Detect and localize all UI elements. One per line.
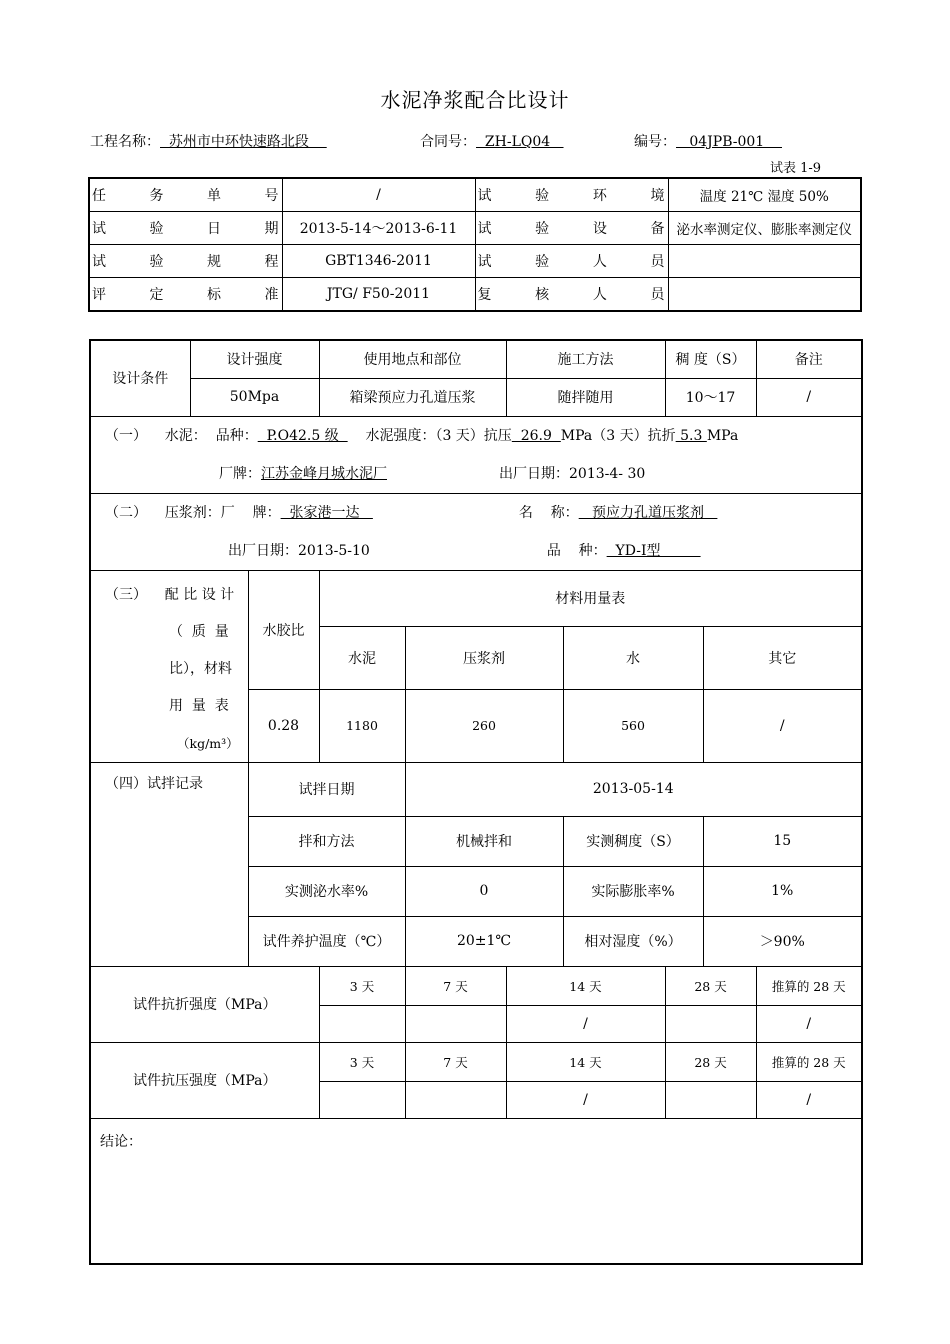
info-label-right-char: 复 <box>477 287 492 303</box>
info-label-right-char: 试 <box>477 188 492 204</box>
trial-date-label: 试拌日期 <box>248 762 405 816</box>
info-label-right-char: 员 <box>650 254 665 270</box>
project-name <box>90 131 327 151</box>
info-value-left: JTG/ F50-2011 <box>282 278 475 312</box>
material-header-water: 水 <box>563 626 703 689</box>
info-label-left-char: 验 <box>149 254 164 270</box>
comp-value-7d <box>405 1081 506 1118</box>
construction-method-header: 施工方法 <box>506 340 665 378</box>
comp-value-14d: / <box>506 1081 665 1118</box>
mix-label-line3: 比），材料 <box>169 660 232 677</box>
expansion-rate-label: 实际膨胀率% <box>563 866 703 916</box>
flex-value-7d <box>405 1005 506 1042</box>
grout-date: 2013-5-10 <box>298 542 370 559</box>
cement-section <box>90 416 862 493</box>
info-label-left-char: 程 <box>264 254 279 270</box>
grout-name-label: 名 称： <box>518 504 579 521</box>
remarks-header: 备注 <box>756 340 862 378</box>
info-value-left: GBT1346-2011 <box>282 245 475 278</box>
trial-record-label: （四）试拌记录 <box>90 762 248 966</box>
wc-ratio-label: 水胶比 <box>248 570 319 689</box>
material-value-cement: 1180 <box>319 689 405 762</box>
info-label-left <box>89 212 282 245</box>
info-label-right-char: 环 <box>592 188 607 204</box>
measured-consistency-label: 实测稠度（S） <box>563 816 703 866</box>
flexural-strength-label: 试件抗折强度（MPa） <box>90 966 319 1042</box>
flex-value-14d: / <box>506 1005 665 1042</box>
info-label-left-char: 定 <box>149 287 164 303</box>
info-label-left-char: 期 <box>264 221 279 237</box>
curing-temperature-label: 试件养护温度（℃） <box>248 916 405 966</box>
info-label-left-char: 务 <box>149 188 164 204</box>
info-label-left-char: 日 <box>207 221 221 237</box>
cement-flexural: 5.3 <box>675 427 707 444</box>
trial-date-value: 2013-05-14 <box>405 762 862 816</box>
cement-unit: MPa <box>706 427 739 444</box>
usage-location-value: 箱梁预应力孔道压浆 <box>319 378 506 416</box>
relative-humidity-label: 相对湿度（%） <box>563 916 703 966</box>
comp-age-est28d: 推算的 28 天 <box>756 1042 862 1081</box>
info-label-right-char: 试 <box>477 254 492 270</box>
page-title: 水泥净浆配合比设计 <box>380 88 570 112</box>
flex-age-3d: 3 天 <box>319 966 405 1005</box>
material-header-other: 其它 <box>703 626 862 689</box>
remarks-value: / <box>756 378 862 416</box>
wc-ratio-value: 0.28 <box>248 689 319 762</box>
info-value-left: / <box>282 178 475 212</box>
contract-value: ZH-LQ04 <box>476 134 564 150</box>
mix-label-line4: 用 量 表 <box>169 697 229 714</box>
info-label-right-char: 备 <box>650 221 665 237</box>
material-value-other: / <box>703 689 862 762</box>
info-label-right-char: 验 <box>535 254 550 270</box>
grout-line-prefix: （二） 压浆剂：厂 牌： <box>105 504 281 521</box>
info-label-right-char: 验 <box>535 188 550 204</box>
info-label-left-char: 单 <box>207 188 221 204</box>
usage-location-header: 使用地点和部位 <box>319 340 506 378</box>
project-value: 苏州市中环快速路北段 <box>160 134 327 150</box>
design-conditions-label: 设计条件 <box>90 340 190 416</box>
code-label: 编号： <box>634 134 676 150</box>
comp-age-7d: 7 天 <box>405 1042 506 1081</box>
mixing-method-value: 机械拌和 <box>405 816 563 866</box>
info-label-left-char: 规 <box>207 254 221 270</box>
design-strength-header: 设计强度 <box>190 340 319 378</box>
info-label-left-char: 验 <box>149 221 164 237</box>
form-number: 试表 1-9 <box>770 161 822 176</box>
design-strength-value: 50Mpa <box>190 378 319 416</box>
flex-age-14d: 14 天 <box>506 966 665 1005</box>
comp-age-14d: 14 天 <box>506 1042 665 1081</box>
info-label-left-char: 号 <box>264 188 279 204</box>
info-label-right-char: 核 <box>535 287 550 303</box>
grout-name: 预应力孔道压浆剂 <box>578 504 718 521</box>
info-label-right-char: 设 <box>592 221 607 237</box>
conclusion-section <box>90 1118 862 1264</box>
grout-date-label: 出厂日期： <box>228 542 298 559</box>
info-value-right: 温度 21℃ 湿度 50% <box>668 178 861 212</box>
grout-section <box>90 493 862 570</box>
relative-humidity-value: ＞90% <box>703 916 862 966</box>
mix-label-line5: （kg/m³） <box>177 735 239 751</box>
consistency-header: 稠 度（S） <box>665 340 756 378</box>
grout-type: YD-Ⅰ型 <box>606 542 701 559</box>
info-label-right-char: 人 <box>592 254 607 270</box>
flex-age-est28d: 推算的 28 天 <box>756 966 862 1005</box>
comp-age-3d: 3 天 <box>319 1042 405 1081</box>
code-no <box>634 131 782 151</box>
cement-brand: 江苏金峰月城水泥厂 <box>261 465 387 482</box>
bleeding-rate-value: 0 <box>405 866 563 916</box>
info-label-right <box>475 178 668 212</box>
info-value-right: 泌水率测定仪、膨胀率测定仪 <box>668 212 861 245</box>
grout-maker: 张家港一达 <box>280 504 373 521</box>
info-label-left-char: 试 <box>92 254 106 270</box>
cement-brand-label: 厂牌： <box>219 465 261 482</box>
consistency-value: 10～17 <box>665 378 756 416</box>
info-value-right <box>668 278 861 312</box>
construction-method-value: 随拌随用 <box>506 378 665 416</box>
measured-consistency-value: 15 <box>703 816 862 866</box>
conclusion-label: 结论： <box>100 1133 142 1150</box>
info-label-left <box>89 245 282 278</box>
info-label-right <box>475 245 668 278</box>
comp-value-3d <box>319 1081 405 1118</box>
info-label-right-char: 境 <box>650 188 665 204</box>
info-label-right-char: 验 <box>535 221 550 237</box>
info-label-left-char: 标 <box>207 287 221 303</box>
info-table <box>88 177 862 312</box>
flex-value-est28d: / <box>756 1005 862 1042</box>
info-label-right-char: 试 <box>477 221 492 237</box>
material-value-water: 560 <box>563 689 703 762</box>
expansion-rate-value: 1% <box>703 866 862 916</box>
mix-design-label <box>90 570 248 762</box>
compressive-strength-label: 试件抗压强度（MPa） <box>90 1042 319 1118</box>
info-label-left-char: 准 <box>264 287 279 303</box>
info-label-left-char: 评 <box>92 287 106 303</box>
flex-age-7d: 7 天 <box>405 966 506 1005</box>
info-value-right <box>668 245 861 278</box>
cement-variety: P.O42.5 级 <box>257 427 348 444</box>
flex-value-28d <box>665 1005 756 1042</box>
info-label-right-char: 人 <box>592 287 607 303</box>
curing-temperature-value: 20±1℃ <box>405 916 563 966</box>
info-label-right <box>475 212 668 245</box>
material-table-title: 材料用量表 <box>319 570 862 626</box>
comp-age-28d: 28 天 <box>665 1042 756 1081</box>
mix-label-line1: （三） 配 比 设 计 <box>105 586 235 603</box>
mix-label-line2: （ 质 量 <box>169 623 229 640</box>
cement-strength-label: 水泥强度：（3 天）抗压 <box>347 427 512 444</box>
contract-no <box>420 131 564 151</box>
cement-date-label: 出厂日期： <box>499 465 569 482</box>
info-value-left: 2013-5-14～2013-6-11 <box>282 212 475 245</box>
info-label-left <box>89 178 282 212</box>
info-label-right-char: 员 <box>650 287 665 303</box>
info-label-left-char: 任 <box>92 188 106 204</box>
comp-value-28d <box>665 1081 756 1118</box>
info-label-left-char: 试 <box>92 221 106 237</box>
flex-value-3d <box>319 1005 405 1042</box>
comp-value-est28d: / <box>756 1081 862 1118</box>
cement-flex-label: MPa（3 天）抗折 <box>560 427 676 444</box>
info-label-right <box>475 278 668 312</box>
bleeding-rate-label: 实测泌水率% <box>248 866 405 916</box>
cement-compressive: 26.9 <box>511 427 561 444</box>
mixing-method-label: 拌和方法 <box>248 816 405 866</box>
material-header-grout: 压浆剂 <box>405 626 563 689</box>
material-value-grout: 260 <box>405 689 563 762</box>
main-table <box>89 339 863 1265</box>
cement-line-prefix: （一） 水泥： 品种： <box>105 427 258 444</box>
cement-date: 2013-4- 30 <box>569 465 646 482</box>
code-value: 04JPB-001 <box>676 134 782 150</box>
grout-type-label: 品 种： <box>546 542 607 559</box>
info-label-left <box>89 278 282 312</box>
material-header-cement: 水泥 <box>319 626 405 689</box>
flex-age-28d: 28 天 <box>665 966 756 1005</box>
contract-label: 合同号： <box>420 134 476 150</box>
project-label: 工程名称： <box>90 134 160 150</box>
